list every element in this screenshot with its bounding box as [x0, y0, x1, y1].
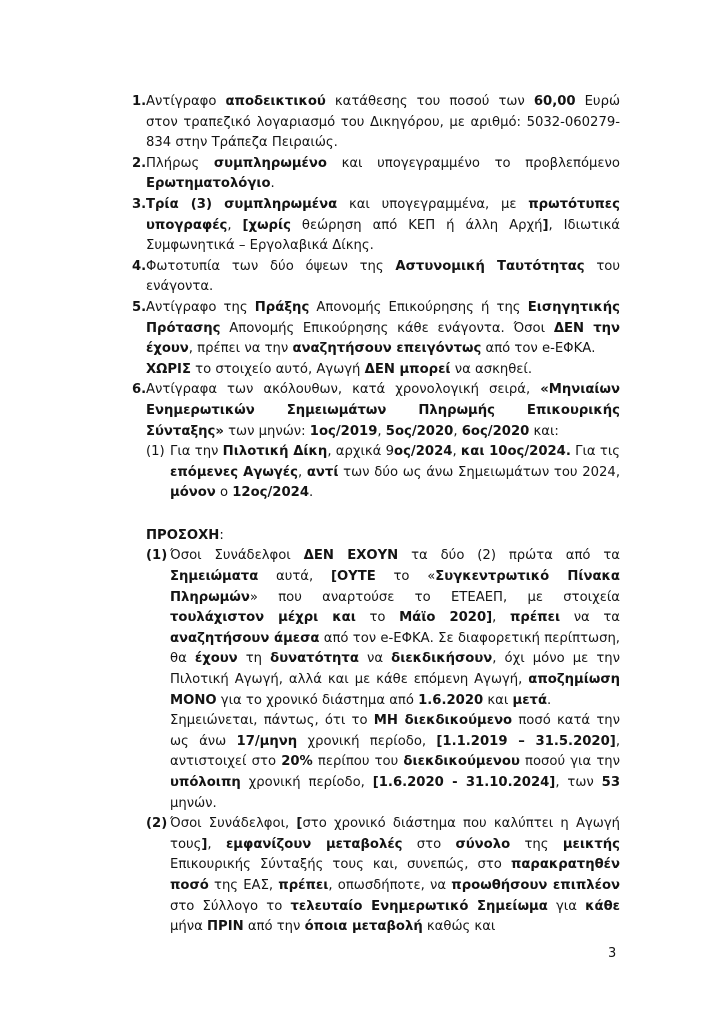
bold-run: επόμενες Αγωγές	[170, 464, 298, 480]
bold-run: μόνον	[170, 485, 216, 501]
item-text	[146, 92, 620, 154]
bold-run: τουλάχιστον μέχρι και	[170, 610, 356, 626]
text-run: .	[270, 176, 275, 192]
item-text	[146, 298, 620, 360]
bold-run: Ερωτηματολόγιο	[146, 176, 271, 192]
bold-run: αποζημίωση ΜΟΝΟ	[170, 672, 620, 708]
item-text	[146, 154, 620, 195]
bold-run: 53	[601, 775, 620, 790]
attention-heading	[104, 526, 620, 547]
sub-item-text	[170, 442, 620, 504]
bold-run: μεικτής	[562, 836, 620, 852]
bold-run: αντί	[306, 464, 339, 480]
text-run: της ΕΑΣ,	[208, 877, 279, 893]
text-run: » που αναρτούσε το ΕΤΕΑΕΠ, με στοιχεία	[249, 589, 620, 605]
text-run: να τα	[560, 610, 620, 626]
list-item	[104, 154, 620, 195]
bold-run: 1ος/2019	[309, 423, 378, 439]
bold-run: ΜΗ διεκδικούμενο	[373, 713, 513, 729]
text-run: τη	[237, 651, 271, 667]
text-run: να	[358, 651, 392, 667]
text-run: , αντιστοιχεί στο	[170, 733, 621, 770]
text-run: Απονομής Επικούρησης κάθε ενάγοντα. Όσοι	[220, 320, 554, 336]
bold-run: ΠΡΙΝ	[207, 919, 244, 935]
list-item	[104, 195, 620, 257]
attention-heading-label: ΠΡΟΣΟΧΗ	[146, 527, 220, 543]
requirements-list-continued	[104, 380, 620, 442]
document-body	[104, 92, 620, 938]
text-run: Επικουρικής Σύνταξής τους και, συνεπώς, στο	[170, 857, 511, 873]
attention-item-number: (2)	[146, 816, 168, 832]
text-run: Σημειώνεται, πάντως, ότι το	[170, 713, 374, 729]
bold-run: 6ος/2020	[461, 423, 530, 439]
bold-run: προωθήσουν επιπλέον	[451, 877, 621, 893]
text-run: στο	[402, 836, 456, 852]
text-run: ,	[492, 610, 510, 626]
sub-item-number: (1)	[146, 444, 165, 460]
text-run: από τον e-ΕΦΚΑ.	[481, 341, 596, 357]
text-run: της	[510, 836, 563, 852]
bold-run: 17/μηνη	[236, 733, 298, 749]
item-text	[146, 257, 620, 298]
bold-run: Εισηγητικής Πρότασης	[146, 299, 620, 336]
text-run: ποσού για την	[519, 754, 621, 770]
attention-item	[104, 814, 620, 938]
bold-run: «Μηνιαίων Ενημερωτικών Σημειωμάτων Πληρωμής Επικουρικής Σύνταξης»	[146, 382, 620, 439]
bold-run: αποδεικτικού	[225, 94, 326, 109]
bold-run: ΧΩΡΙΣ	[146, 361, 191, 377]
list-item	[104, 92, 620, 154]
attention-item	[104, 546, 620, 814]
bold-run: Πράξης	[254, 299, 310, 315]
text-run: των δύο ως άνω Σημειωμάτων του 2024,	[338, 464, 621, 480]
text-run: Απονομής Επικούρησης ή της	[309, 299, 528, 315]
text-run: περίπου του	[312, 754, 404, 770]
bold-run: [1.6.2020 - 31.10.2024]	[372, 775, 556, 790]
bold-run: αναζητήσουν επειγόντως	[292, 341, 482, 357]
bold-run: ]	[201, 836, 208, 852]
text-run: των μηνών:	[223, 423, 310, 439]
bold-run: Σημειώματα	[170, 569, 259, 585]
text-run: ,	[297, 464, 307, 480]
bold-run: και 10ος/2024.	[460, 444, 571, 460]
bold-run: Μάϊο 2020]	[399, 610, 493, 626]
attention-item-number: (1)	[146, 548, 168, 564]
text-run: χρονική περίοδο,	[297, 733, 437, 749]
bold-run: ΔΕΝ ΕΧΟΥΝ	[303, 548, 399, 564]
item-number: 1.	[132, 94, 147, 109]
text-run: ο	[215, 485, 233, 501]
text-run: Αντίγραφο της	[146, 299, 255, 315]
list-item	[104, 298, 620, 360]
text-run: στο χρονικό διάστημα που καλύπτει η Αγωγή τους	[170, 816, 620, 852]
bold-run: σύνολο	[455, 836, 511, 852]
text-run: Αντίγραφο	[146, 94, 226, 109]
bold-run: 5ος/2020	[385, 423, 454, 439]
item-number: 6.	[132, 382, 147, 398]
requirements-list	[104, 92, 620, 360]
attention-item-text	[170, 814, 620, 938]
text-run: και υπογεγραμμένα, με	[337, 196, 529, 212]
text-run: , Ιδιωτικά Συμφωνητικά – Εργολαβικά Δίκης.	[146, 217, 620, 254]
bold-run: κάθε	[585, 898, 620, 914]
text-run: χρονική περίοδο,	[240, 775, 373, 790]
text-run: το «	[375, 569, 436, 585]
bold-run: πρωτότυπες υπογραφές	[146, 196, 620, 233]
text-run: , αρχικά 9	[327, 444, 395, 460]
attention-heading-colon: :	[219, 527, 224, 543]
text-run: , όχι μόνο με την Πιλοτική Αγωγή, αλλά και με κάθε επόμενη Αγωγή,	[170, 651, 620, 688]
bold-run: συμπληρωμένο	[213, 155, 327, 171]
bold-run: ΔΕΝ μπορεί	[364, 361, 451, 377]
text-run: το στοιχείο αυτό, Αγωγή	[190, 361, 365, 377]
text-run: μήνα	[170, 919, 207, 935]
text-run: .	[309, 485, 314, 501]
bold-run: ]	[542, 217, 549, 233]
attention-list	[104, 546, 620, 937]
item-number: 3.	[132, 196, 147, 212]
text-run: Φωτοτυπία των δύο όψεων της	[146, 258, 396, 274]
text-run: ,	[452, 444, 461, 460]
list-item	[104, 257, 620, 298]
bold-run: 1.6.2020	[418, 692, 484, 708]
attention-item-text	[170, 546, 620, 711]
text-run: κατάθεσης του ποσού των	[325, 94, 534, 109]
item-text	[146, 380, 620, 442]
text-run: ποσό κατά την ως άνω	[170, 713, 621, 749]
item-number: 5.	[132, 299, 147, 315]
text-run: Ευρώ στον τραπεζικό λογαριασμό του Δικηγόρου, με αριθμό: 5032-060279-834 στην Τράπεζα Πειραιώς.	[146, 94, 620, 151]
list-item	[104, 380, 620, 442]
text-run: Όσοι Συνάδελφοι,	[170, 816, 297, 832]
text-run: και:	[529, 423, 559, 439]
item-5-note	[104, 360, 620, 381]
text-run: και υπογεγραμμένο το προβλεπόμενο	[326, 155, 620, 171]
item-number: 2.	[132, 155, 147, 171]
bold-run: [χωρίς	[242, 217, 291, 233]
bold-run: [1.1.2019 – 31.5.2020]	[436, 733, 616, 749]
bold-run: ΔΕΝ την έχουν	[146, 320, 620, 357]
text-run: ,	[377, 423, 386, 439]
bold-run: μετά	[512, 692, 548, 708]
bold-run: έχουν	[194, 651, 238, 667]
text-run: ,	[207, 836, 226, 852]
text-run: του ενάγοντα.	[146, 258, 620, 295]
bold-run: διεκδικούμενου	[403, 754, 520, 770]
attention-item-text	[170, 711, 620, 814]
item-text	[146, 195, 620, 257]
bold-run: 60,00	[533, 94, 576, 109]
text-run: καθώς και	[422, 919, 496, 935]
text-run: από την	[243, 919, 305, 935]
text-run: για	[547, 898, 586, 914]
bold-run: υπόλοιπη	[170, 775, 241, 790]
bold-run: Πιλοτική Δίκη	[222, 444, 328, 460]
text-run: Όσοι Συνάδελφοι	[170, 548, 304, 564]
bold-run: παρακρατηθέν ποσό	[170, 857, 620, 893]
bold-run: πρέπει	[509, 610, 561, 626]
text-run: , πρέπει να την	[188, 341, 293, 357]
bold-run: εμφανίζουν μεταβολές	[225, 836, 403, 852]
text-run: ,	[227, 217, 243, 233]
text-run: και	[483, 692, 513, 708]
text-run: τα δύο (2) πρώτα από τα	[398, 548, 620, 564]
sub-item	[104, 442, 620, 504]
text-run: Για την	[170, 444, 223, 460]
text-run: από τον e-ΕΦΚΑ. Σε διαφορετική περίπτωση, θα	[170, 630, 620, 667]
text-run: Για τις	[570, 444, 621, 460]
item-number: 4.	[132, 258, 147, 274]
text-run: , των	[555, 775, 602, 790]
text-run: στο Σύλλογο το	[170, 898, 291, 914]
bold-run: 20%	[281, 754, 313, 770]
bold-run: τελευταίο Ενημερωτικό Σημείωμα	[290, 898, 548, 914]
text-run: αυτά,	[258, 569, 331, 585]
bold-run: αναζητήσουν άμεσα	[170, 630, 320, 646]
bold-run: Τρία (3) συμπληρωμένα	[146, 196, 338, 212]
bold-run: πρέπει	[278, 877, 329, 893]
bold-run: όποια μεταβολή	[304, 919, 423, 935]
text-run: θεώρηση από ΚΕΠ ή άλλη Αρχή	[290, 217, 543, 233]
bold-run: ος/2024	[394, 444, 453, 460]
text-run: μηνών.	[170, 795, 217, 811]
bold-run: Συγκεντρωτικό Πίνακα Πληρωμών	[170, 569, 620, 605]
bold-run: Αστυνομική Ταυτότητας	[395, 258, 585, 274]
page-number: 3	[608, 946, 617, 961]
text-run: , οπωσδήποτε, να	[328, 877, 452, 893]
text-run: ,	[453, 423, 462, 439]
text-run: .	[547, 692, 552, 708]
bold-run: [ΟΥΤΕ	[330, 569, 376, 585]
text-run: να ασκηθεί.	[450, 361, 533, 377]
text-run: για το χρονικό διάστημα από	[216, 692, 419, 708]
bold-run: 12ος/2024	[232, 485, 309, 501]
text-run: Πλήρως	[146, 155, 214, 171]
bold-run: διεκδικήσουν	[391, 651, 493, 667]
bold-run: δυνατότητα	[270, 651, 359, 667]
text-run: το	[355, 610, 400, 626]
text-run: Αντίγραφα των ακόλουθων, κατά χρονολογική σειρά,	[146, 382, 541, 398]
bold-run: [	[296, 816, 303, 832]
